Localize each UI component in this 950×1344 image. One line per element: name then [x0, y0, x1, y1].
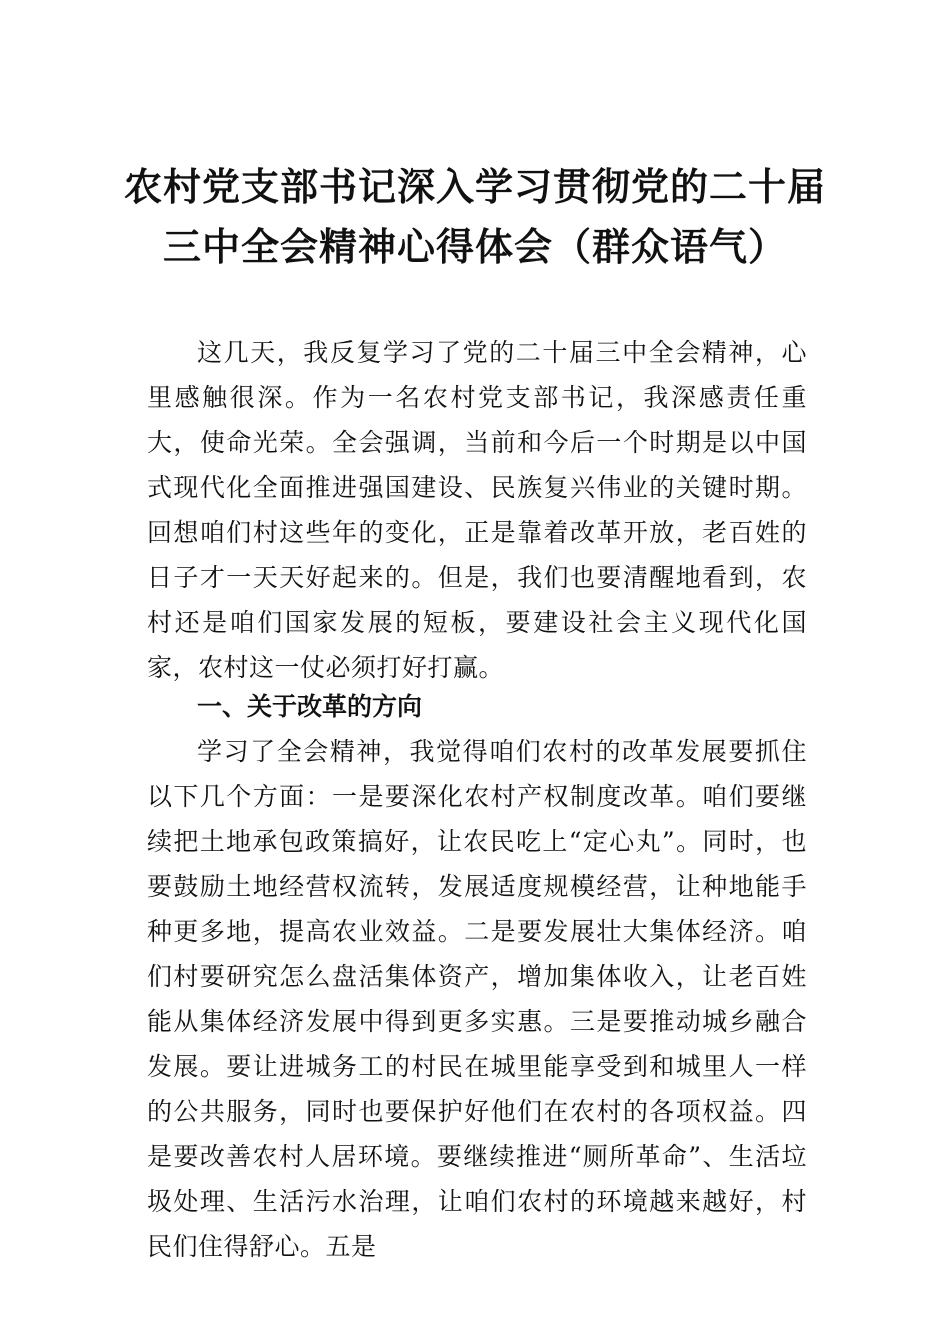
document-title-line-1: 农村党支部书记深入学习贯彻党的二十届 [123, 164, 826, 209]
document-title-line-2: 三中全会精神心得体会（群众语气） [162, 224, 787, 269]
paragraph-intro: 这几天，我反复学习了党的二十届三中全会精神，心里感触很深。作为一名农村党支部书记，我深感责任重大，使命光荣。全会强调，当前和今后一个时期是以中国式现代化全面推进强国建设、民族复兴伟业的关键时期。回想咱们村这些年的变化，正是靠着改革开放，老百姓的日子才一天天好起来的。但是，我们也要清醒地看到，农村还是咱们国家发展的短板，要建设社会主义现代化国家，农村这一仗必须打好打赢。 [147, 338, 807, 682]
paragraph-reform: 学习了全会精神，我觉得咱们农村的改革发展要抓住以下几个方面：一是要深化农村产权制度改革。咱们要继续把土地承包政策搞好，让农民吃上“定心丸”。同时，也要鼓励土地经营权流转，发展适度规模经营，让种地能手种更多地，提高农业效益。二是要发展壮大集体经济。咱们村要研究怎么盘活集体资产，增加集体收入，让老百姓能从集体经济发展中得到更多实惠。三是要推动城乡融合发展。要让进城务工的村民在城里能享受到和城里人一样的公共服务，同时也要保护好他们在农村的各项权益。四是要改善农村人居环境。要继续推进“厕所革命”、生活垃圾处理、生活污水治理，让咱们农村的环境越来越好，村民们住得舒心。五是 [147, 737, 807, 1261]
section-heading-reform-direction: 一、关于改革的方向 [197, 692, 423, 721]
